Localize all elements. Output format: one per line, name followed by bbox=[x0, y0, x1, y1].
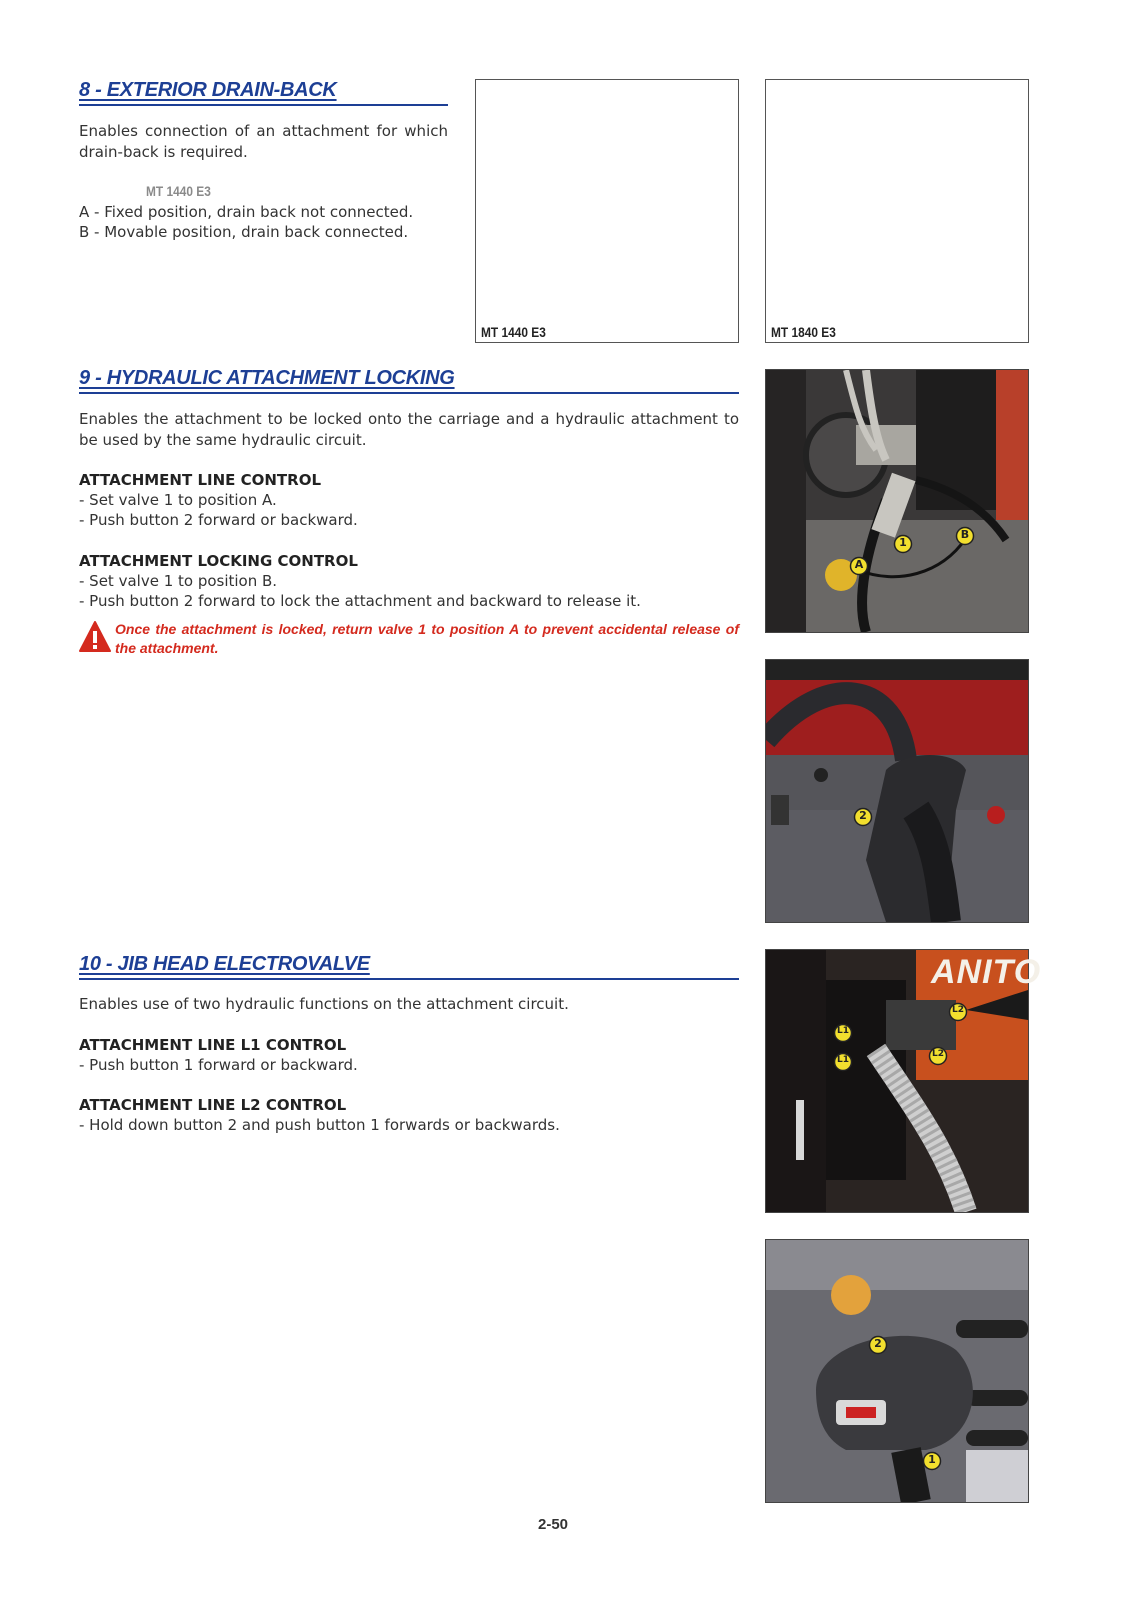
l2-control-step: - Hold down button 2 and push button 1 forwards or backwards. bbox=[79, 1116, 560, 1134]
attachment-locking-control-heading: ATTACHMENT LOCKING CONTROL bbox=[79, 552, 358, 570]
marker-a-label: A bbox=[854, 558, 864, 571]
marker-l2-upper-label: L2 bbox=[952, 1005, 964, 1015]
marker-1-icon bbox=[893, 534, 913, 554]
photo3-brand-text: ANITO bbox=[931, 953, 1042, 991]
drain-back-position-a: A - Fixed position, drain back not connected. bbox=[79, 203, 414, 221]
attachment-line-l1-heading: ATTACHMENT LINE L1 CONTROL bbox=[79, 1036, 347, 1054]
warning-message: Once the attachment is locked, return valve 1 to position A to prevent accidental release of the attachment. bbox=[115, 621, 739, 656]
marker-2-label: 2 bbox=[859, 809, 867, 822]
locking-control-step-1: - Set valve 1 to position B. bbox=[79, 572, 278, 590]
marker-l1-lower-icon bbox=[833, 1052, 853, 1072]
section-10-title: 10 - JIB HEAD ELECTROVALVE bbox=[79, 952, 739, 980]
marker-l1-upper-label: L1 bbox=[837, 1026, 849, 1036]
l1-control-step: - Push button 1 forward or backward. bbox=[79, 1056, 358, 1074]
section-8-title: 8 - EXTERIOR DRAIN-BACK bbox=[79, 78, 448, 106]
marker-2-icon bbox=[853, 807, 873, 827]
drain-back-position-b: B - Movable position, drain back connected. bbox=[79, 223, 409, 241]
section-8-description: Enables connection of an attachment for which drain-back is required. bbox=[79, 122, 448, 161]
marker-b-label: B bbox=[960, 528, 970, 541]
marker-1-label: 1 bbox=[928, 1453, 936, 1466]
photo-joystick-electrovalve bbox=[765, 1239, 1029, 1503]
image-frame-mt1440 bbox=[475, 79, 739, 343]
marker-l1-lower-label: L1 bbox=[837, 1055, 849, 1065]
image-caption-mt1440: MT 1440 E3 bbox=[481, 324, 546, 340]
section-9-title: 9 - HYDRAULIC ATTACHMENT LOCKING bbox=[79, 366, 739, 394]
photo-joystick-locking bbox=[765, 659, 1029, 923]
photo-hydraulic-valve bbox=[765, 369, 1029, 633]
line-control-step-2: - Push button 2 forward or backward. bbox=[79, 511, 358, 529]
attachment-line-control-heading: ATTACHMENT LINE CONTROL bbox=[79, 471, 322, 489]
page-number: 2-50 bbox=[538, 1516, 569, 1533]
marker-l2-lower-label: L2 bbox=[932, 1049, 944, 1059]
marker-1-icon bbox=[922, 1451, 942, 1471]
image-caption-mt1840: MT 1840 E3 bbox=[771, 324, 836, 340]
marker-l1-upper-icon bbox=[833, 1023, 853, 1043]
marker-2-icon bbox=[868, 1335, 888, 1355]
warning-icon bbox=[78, 620, 112, 654]
section-10-description: Enables use of two hydraulic functions on the attachment circuit. bbox=[79, 995, 569, 1013]
marker-2-label: 2 bbox=[874, 1337, 882, 1350]
marker-b-icon bbox=[955, 526, 975, 546]
section-9-description: Enables the attachment to be locked onto the carriage and a hydraulic attachment to be used by the same hydraulic circuit. bbox=[79, 410, 739, 449]
locking-control-step-2: - Push button 2 forward to lock the attachment and backward to release it. bbox=[79, 592, 641, 610]
line-control-step-1: - Set valve 1 to position A. bbox=[79, 491, 277, 509]
attachment-line-l2-heading: ATTACHMENT LINE L2 CONTROL bbox=[79, 1096, 347, 1114]
image-frame-mt1840 bbox=[765, 79, 1029, 343]
marker-l2-upper-icon bbox=[948, 1002, 968, 1022]
model-label: MT 1440 E3 bbox=[146, 183, 211, 199]
marker-1-label: 1 bbox=[899, 536, 907, 549]
marker-a-icon bbox=[849, 556, 869, 576]
marker-l2-lower-icon bbox=[928, 1046, 948, 1066]
